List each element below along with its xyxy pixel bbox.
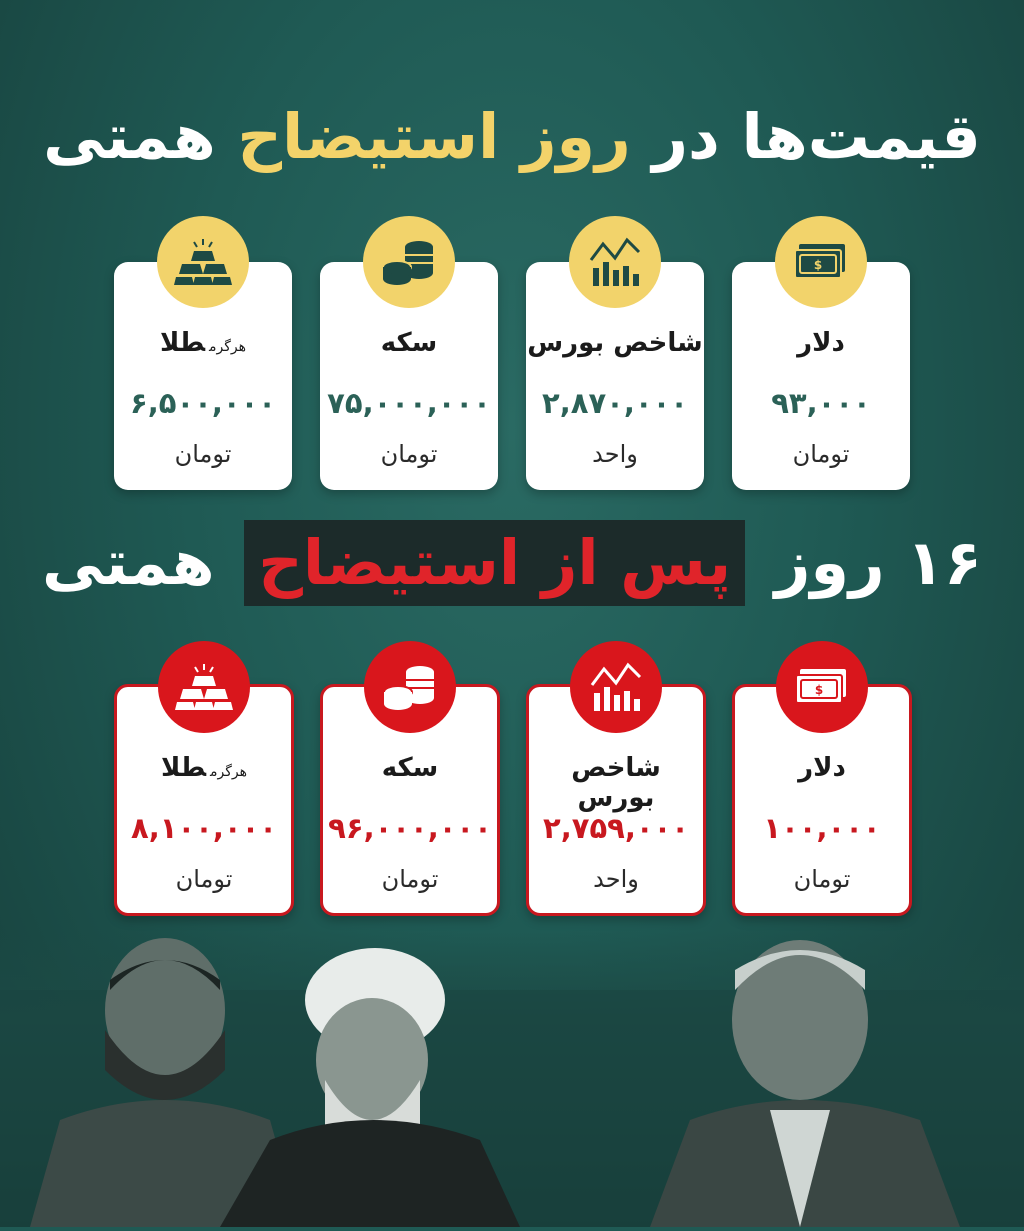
card-after-stock bbox=[526, 684, 706, 916]
card-label: سکه bbox=[381, 753, 439, 783]
title-after-highlight: پس از استیضاح bbox=[244, 520, 745, 606]
card-before-gold bbox=[114, 262, 292, 490]
svg-text:$: $ bbox=[813, 258, 823, 272]
card-unit: واحد bbox=[593, 865, 639, 893]
card-value: ۷۵,۰۰۰,۰۰۰ bbox=[327, 386, 491, 420]
stock-chart-icon bbox=[569, 216, 661, 308]
card-before-dollar bbox=[732, 258, 910, 490]
card-label: سکه bbox=[380, 328, 438, 358]
card-value: ۹۳,۰۰۰ bbox=[771, 386, 871, 420]
dollar-bill-icon bbox=[775, 216, 867, 308]
card-unit: تومان bbox=[381, 865, 439, 893]
title-before-highlight: روز استیضاح bbox=[237, 100, 631, 173]
title-after-part1: ۱۶ روز bbox=[774, 526, 982, 599]
title-after-part2: همتی bbox=[42, 526, 215, 599]
card-after-gold bbox=[114, 684, 294, 916]
coins-icon bbox=[363, 216, 455, 308]
card-value: ۹۶,۰۰۰,۰۰۰ bbox=[328, 811, 492, 845]
card-unit: تومان bbox=[175, 865, 233, 893]
card-before-coin bbox=[320, 262, 498, 490]
card-value: ۱۰۰,۰۰۰ bbox=[763, 811, 881, 845]
card-label: هرگرمطلا bbox=[159, 328, 247, 358]
card-value: ۲,۷۵۹,۰۰۰ bbox=[543, 811, 689, 845]
dollar-bill-icon bbox=[776, 641, 868, 733]
card-label: دلار bbox=[797, 328, 845, 358]
gold-bars-icon bbox=[157, 216, 249, 308]
card-label: شاخص بورس bbox=[527, 328, 703, 358]
card-before-stock bbox=[526, 262, 704, 490]
card-unit: تومان bbox=[793, 865, 851, 893]
title-before-part1: قیمت‌ها در bbox=[652, 100, 981, 173]
title-after bbox=[0, 520, 1024, 606]
card-label: شاخص بورس bbox=[571, 753, 661, 813]
card-value: ۲,۸۷۰,۰۰۰ bbox=[542, 386, 688, 420]
coins-icon bbox=[364, 641, 456, 733]
card-value: ۸,۱۰۰,۰۰۰ bbox=[131, 811, 277, 845]
gold-bars-icon bbox=[158, 641, 250, 733]
card-after-coin bbox=[320, 684, 500, 916]
card-unit: تومان bbox=[174, 440, 232, 468]
people-silhouettes bbox=[0, 930, 1024, 1227]
card-label: هرگرمطلا bbox=[160, 753, 248, 783]
title-before-part2: همتی bbox=[43, 100, 216, 173]
people-photo bbox=[0, 930, 1024, 1227]
card-label: دلار bbox=[798, 753, 846, 783]
title-before bbox=[0, 100, 1024, 173]
card-after-dollar bbox=[732, 684, 912, 916]
card-unit: واحد bbox=[592, 440, 638, 468]
card-unit: تومان bbox=[792, 440, 850, 468]
stock-chart-icon bbox=[570, 641, 662, 733]
card-unit: تومان bbox=[380, 440, 438, 468]
svg-text:$: $ bbox=[814, 683, 824, 697]
card-value: ۶,۵۰۰,۰۰۰ bbox=[130, 386, 276, 420]
